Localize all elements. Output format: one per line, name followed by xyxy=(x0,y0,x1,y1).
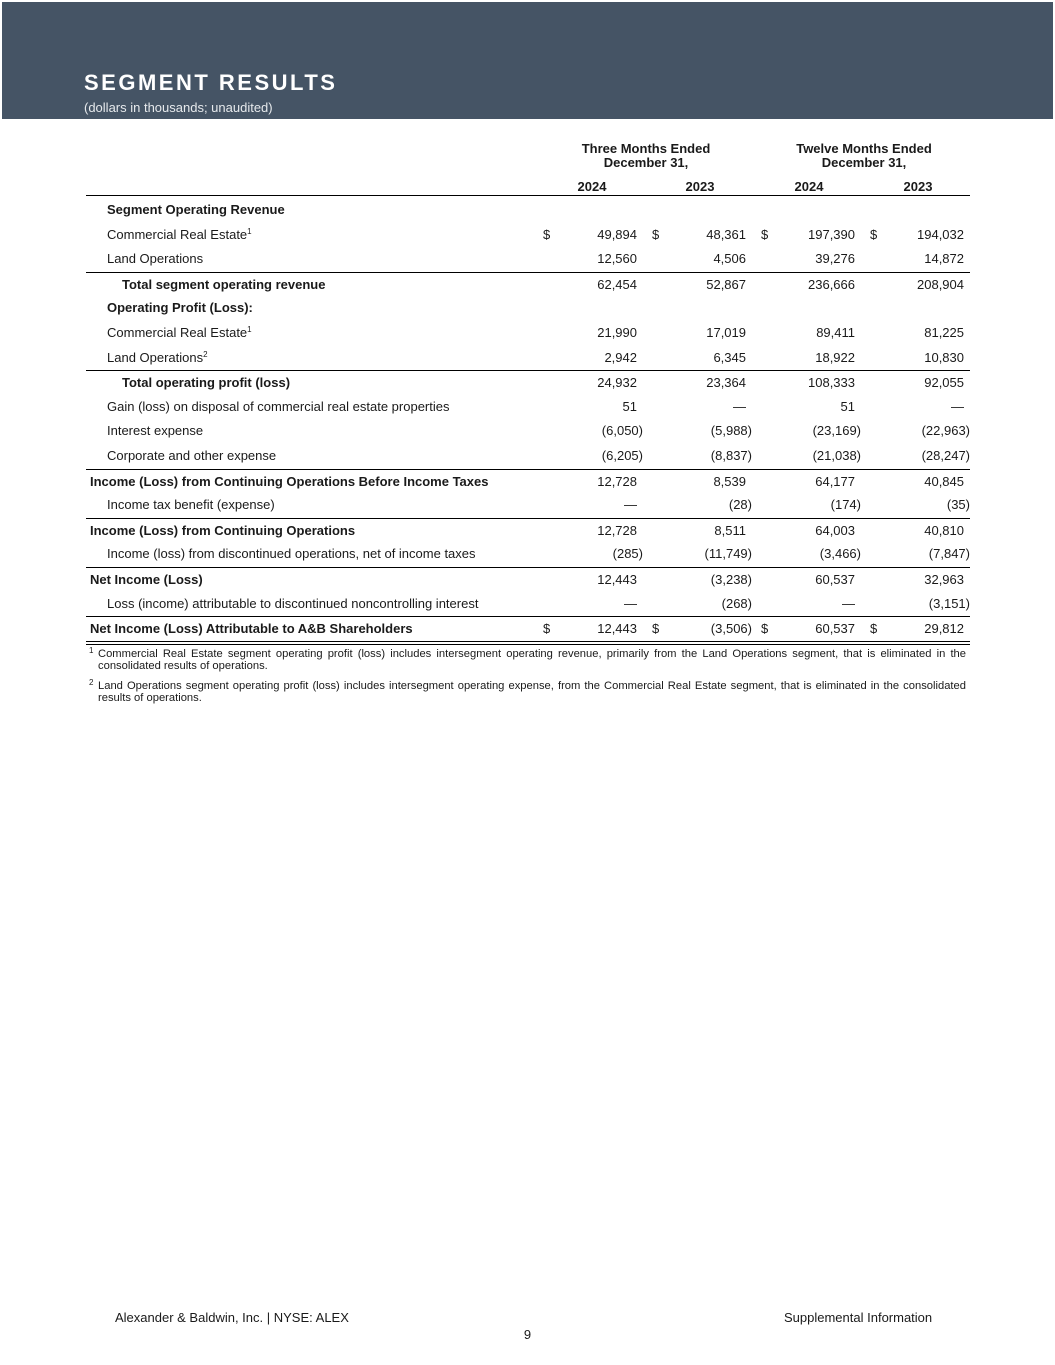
value-number: (21,038) xyxy=(812,447,861,463)
row-label-text: Land Operations xyxy=(107,251,204,267)
footnote-ref: 1 xyxy=(247,226,252,236)
row-label xyxy=(86,346,208,371)
value-number: 12,560 xyxy=(597,251,637,267)
value-number: 2,942 xyxy=(604,349,637,365)
value-number: 108,333 xyxy=(808,375,855,391)
value-number: 48,361 xyxy=(706,226,746,242)
row-label-text: Commercial Real Estate xyxy=(107,324,248,340)
page-subtitle: (dollars in thousands; unaudited) xyxy=(84,100,273,115)
value-number: (28,247) xyxy=(921,447,970,463)
table-row xyxy=(86,198,970,223)
table-row xyxy=(86,469,970,494)
currency-symbol: $ xyxy=(652,621,660,637)
row-label-text: Net Income (Loss) Attributable to A&B Shareholders xyxy=(90,621,413,637)
value-number: 21,990 xyxy=(597,324,637,340)
footnote-ref: 2 xyxy=(203,349,208,359)
row-label xyxy=(86,247,203,272)
value-number: (3,238) xyxy=(710,571,752,587)
value-number: (23,169) xyxy=(812,423,861,439)
column-group-twelve-months-line1: Twelve Months Ended xyxy=(796,141,932,156)
value-number: 51 xyxy=(622,398,637,414)
footnote-mark: 1 xyxy=(89,646,94,655)
table-row xyxy=(86,616,970,641)
value-number: 39,276 xyxy=(815,251,855,267)
row-label-text: Net Income (Loss) xyxy=(90,571,203,587)
value-number: 52,867 xyxy=(706,276,746,292)
table-row xyxy=(86,592,970,617)
value-number: (22,963) xyxy=(921,423,970,439)
page-number: 9 xyxy=(523,1327,532,1342)
value-number: 49,894 xyxy=(597,226,637,242)
value-number: (285) xyxy=(612,546,643,562)
currency-symbol: $ xyxy=(543,226,551,242)
year-header-q-2024: 2024 xyxy=(577,179,607,194)
value-number: 60,537 xyxy=(815,621,855,637)
value-number: 32,963 xyxy=(924,571,964,587)
row-label xyxy=(86,493,275,518)
table-row xyxy=(86,247,970,272)
value-number: (6,050) xyxy=(601,423,643,439)
row-label xyxy=(86,444,276,469)
column-group-three-months-line1: Three Months Ended xyxy=(581,141,711,156)
value-number: 92,055 xyxy=(924,375,964,391)
table-row xyxy=(86,493,970,518)
value-number: 8,539 xyxy=(713,473,746,489)
table-row xyxy=(86,518,970,543)
row-label xyxy=(86,198,285,223)
value-number: (3,506) xyxy=(710,621,752,637)
row-label-text: Operating Profit (Loss): xyxy=(107,300,253,316)
value-number: 29,812 xyxy=(924,621,964,637)
value-number: 51 xyxy=(840,398,855,414)
column-group-twelve-months xyxy=(780,142,948,170)
value-number: (6,205) xyxy=(601,447,643,463)
row-label xyxy=(86,223,252,248)
value-number: 40,810 xyxy=(924,522,964,538)
row-label-text: Total operating profit (loss) xyxy=(122,375,291,391)
header-rule xyxy=(86,195,970,196)
value-number: (268) xyxy=(721,595,752,611)
currency-symbol: $ xyxy=(761,226,769,242)
currency-symbol: $ xyxy=(870,621,878,637)
footer-company: Alexander & Baldwin, Inc. | NYSE: ALEX xyxy=(115,1310,349,1325)
row-label xyxy=(86,568,203,593)
value-number: 17,019 xyxy=(706,324,746,340)
value-number: 197,390 xyxy=(808,226,855,242)
year-header-q-2023: 2023 xyxy=(685,179,715,194)
table-row xyxy=(86,567,970,592)
segment-results-table xyxy=(86,198,970,641)
table-row xyxy=(86,346,970,371)
footnote-text: Commercial Real Estate segment operating profit (loss) includes intersegment operating revenue, primarily from the Land Operations segment, that is eliminated in the consolidated results of operations. xyxy=(98,648,966,672)
footnote xyxy=(86,680,966,704)
row-label xyxy=(86,519,355,544)
value-number: (35) xyxy=(946,497,970,513)
row-label xyxy=(86,542,476,567)
table-row xyxy=(86,272,970,297)
row-label-text: Land Operations xyxy=(107,349,204,365)
value-number: 40,845 xyxy=(924,473,964,489)
value-number: (7,847) xyxy=(928,546,970,562)
row-label xyxy=(86,617,413,642)
row-label-text: Income (Loss) from Continuing Operations Before Income Taxes xyxy=(90,473,489,489)
table-row xyxy=(86,321,970,346)
value-number: — xyxy=(842,595,855,611)
row-label-text: Interest expense xyxy=(107,423,204,439)
table-row xyxy=(86,419,970,444)
footer-section: Supplemental Information xyxy=(784,1310,933,1325)
value-number: 12,443 xyxy=(597,621,637,637)
currency-symbol: $ xyxy=(870,226,878,242)
table-row xyxy=(86,444,970,469)
value-number: 12,443 xyxy=(597,571,637,587)
row-label-text: Income (loss) from discontinued operations, net of income taxes xyxy=(107,546,476,562)
value-number: 64,177 xyxy=(815,473,855,489)
row-label-text: Loss (income) attributable to discontinued noncontrolling interest xyxy=(107,595,479,611)
table-row xyxy=(86,296,970,321)
currency-symbol: $ xyxy=(652,226,660,242)
value-number: 81,225 xyxy=(924,324,964,340)
value-number: — xyxy=(733,398,746,414)
value-number: (5,988) xyxy=(710,423,752,439)
value-number: 24,932 xyxy=(597,375,637,391)
row-label xyxy=(86,419,203,444)
table-row xyxy=(86,395,970,420)
row-label-text: Total segment operating revenue xyxy=(122,276,326,292)
value-number: — xyxy=(624,497,637,513)
value-number: 18,922 xyxy=(815,349,855,365)
footnotes xyxy=(86,648,966,712)
table-row xyxy=(86,370,970,395)
value-number: 10,830 xyxy=(924,349,964,365)
currency-symbol: $ xyxy=(761,621,769,637)
value-number: 236,666 xyxy=(808,276,855,292)
row-label-text: Segment Operating Revenue xyxy=(107,202,285,217)
footnote xyxy=(86,648,966,672)
value-number: 208,904 xyxy=(917,276,964,292)
row-label-text: Commercial Real Estate xyxy=(107,226,248,242)
value-number: 12,728 xyxy=(597,473,637,489)
value-number: — xyxy=(951,398,964,414)
year-header-ytd-2023: 2023 xyxy=(903,179,933,194)
value-number: (3,151) xyxy=(928,595,970,611)
row-label-text: Income tax benefit (expense) xyxy=(107,497,275,513)
footnote-mark: 2 xyxy=(89,678,94,687)
row-label xyxy=(86,395,449,420)
value-number: (174) xyxy=(830,497,861,513)
value-number: 8,511 xyxy=(714,522,746,538)
row-label xyxy=(86,321,252,346)
row-label-text: Income (Loss) from Continuing Operations xyxy=(90,522,356,538)
footnote-text: Land Operations segment operating profit (loss) includes intersegment operating expense, from the Commercial Real Estate segment, that is eliminated in the consolidated results of operations. xyxy=(98,680,966,704)
row-label xyxy=(86,296,253,321)
table-row xyxy=(86,542,970,567)
value-number: 6,345 xyxy=(713,349,746,365)
page-title: SEGMENT RESULTS xyxy=(84,70,338,95)
value-number: (28) xyxy=(728,497,752,513)
row-label xyxy=(86,273,325,298)
value-number: 64,003 xyxy=(815,522,855,538)
row-label-text: Corporate and other expense xyxy=(107,447,277,463)
column-group-three-months-line2: December 31, xyxy=(603,155,689,170)
row-label xyxy=(86,592,478,617)
value-number: 23,364 xyxy=(706,375,746,391)
value-number: (8,837) xyxy=(710,447,752,463)
year-header-ytd-2024: 2024 xyxy=(794,179,824,194)
row-label-text: Gain (loss) on disposal of commercial real estate properties xyxy=(107,398,450,414)
value-number: 89,411 xyxy=(816,324,855,340)
value-number: 12,728 xyxy=(597,522,637,538)
row-label xyxy=(86,470,488,495)
value-number: 62,454 xyxy=(597,276,637,292)
value-number: 14,872 xyxy=(924,251,964,267)
footnote-ref: 1 xyxy=(247,324,252,334)
value-number: — xyxy=(624,595,637,611)
table-row xyxy=(86,223,970,248)
currency-symbol: $ xyxy=(543,621,551,637)
row-label xyxy=(86,371,290,396)
value-number: (11,749) xyxy=(704,546,752,562)
column-group-twelve-months-line2: December 31, xyxy=(821,155,907,170)
value-number: (3,466) xyxy=(819,546,861,562)
value-number: 60,537 xyxy=(815,571,855,587)
column-group-three-months xyxy=(566,142,726,170)
value-number: 194,032 xyxy=(917,226,964,242)
value-number: 4,506 xyxy=(713,251,746,267)
